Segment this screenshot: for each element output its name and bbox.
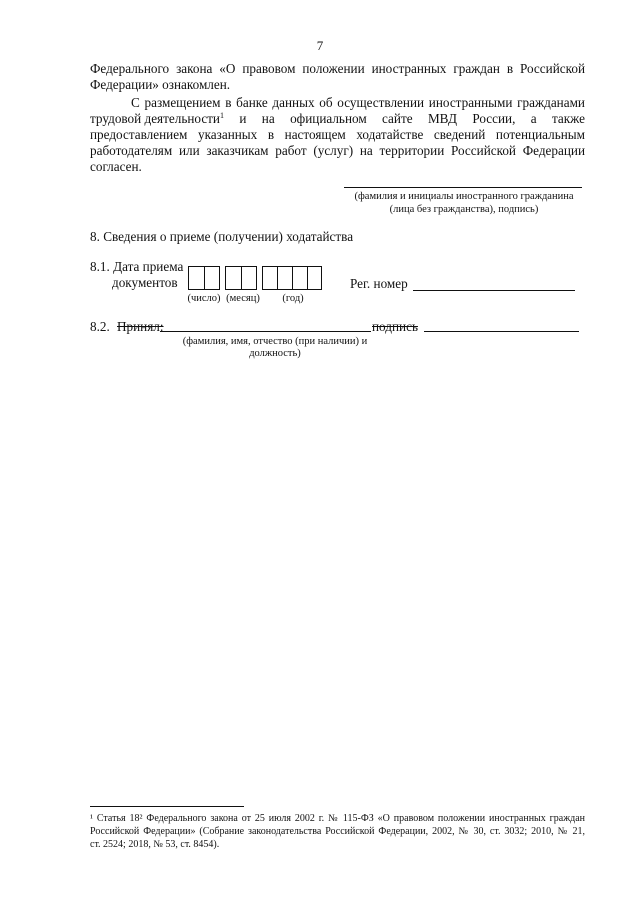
paragraph2-word-a: а <box>530 111 537 126</box>
footnote-line3: ст. 2524; 2018, № 53, ст. 8454). <box>90 839 220 850</box>
applicant-signature-caption-2: (лица без гражданства), подпись) <box>389 204 539 215</box>
page-number: 7 <box>316 38 324 53</box>
paragraph2-word-i: и <box>239 111 247 126</box>
footnote-line2: Российской Федерации» (Собрание законодательства Российской Федерации, 2002, № 30, ст. 3032; 2010, № 21, <box>90 826 585 837</box>
item81-label-2: документов <box>112 275 178 290</box>
paragraph2-line4: работодателям или заказчикам работ (услуг) на территории Российской Федерации <box>90 143 585 158</box>
paragraph2-word-takzhe: также <box>551 111 585 126</box>
date-day-caption: (число) <box>187 293 221 304</box>
paragraph2-line1: С размещением в банке данных об осуществлении иностранными гражданами <box>131 95 585 110</box>
date-day-boxes[interactable] <box>188 266 220 290</box>
applicant-signature-caption-1: (фамилия и инициалы иностранного гражданина <box>354 191 574 202</box>
paragraph2-line5: согласен. <box>90 159 142 174</box>
date-year-caption: (год) <box>282 293 304 304</box>
accepted-by-field[interactable] <box>160 331 371 332</box>
accepted-caption-1: (фамилия, имя, отчество (при наличии) и <box>182 336 368 347</box>
accepted-signature-field[interactable] <box>424 331 579 332</box>
footnote-separator <box>90 806 244 807</box>
date-month-caption: (месяц) <box>226 293 260 304</box>
paragraph1-line2: Федерации» ознакомлен. <box>90 77 231 92</box>
paragraph1-line1: Федерального закона «О правовом положении иностранных граждан в Российской <box>90 61 585 76</box>
paragraph2-word-saite: сайте <box>382 111 413 126</box>
paragraph2-line2-pre: трудовой деятельности <box>90 111 220 126</box>
item81-label-1: 8.1. Дата приема <box>90 259 184 274</box>
item82-label: Принял: <box>117 319 164 334</box>
section8-heading: 8. Сведения о приеме (получении) ходатайства <box>90 229 354 244</box>
paragraph2-line2 <box>90 111 585 127</box>
paragraph2-word-rossii: России, <box>472 111 516 126</box>
applicant-signature-line[interactable] <box>344 187 582 188</box>
date-month-boxes[interactable] <box>225 266 257 290</box>
item82-number: 8.2. <box>90 319 110 334</box>
footnote-line1: ¹ Статья 18² Федерального закона от 25 июля 2002 г. № 115-ФЗ «О правовом положении иностранных граждан <box>90 813 585 824</box>
paragraph2-word-oficialnom: официальном <box>290 111 367 126</box>
paragraph2-word-na: на <box>261 111 275 126</box>
paragraph2-word-mvd: МВД <box>427 111 457 126</box>
signature-label: подпись <box>372 319 418 334</box>
date-year-boxes[interactable] <box>262 266 322 290</box>
accepted-caption-2: должность) <box>249 348 301 359</box>
reg-number-label: Рег. номер <box>350 276 408 291</box>
reg-number-field[interactable] <box>413 290 575 291</box>
footnote-marker: 1 <box>220 111 224 120</box>
paragraph2-line3: предоставлением указанных в настоящем ходатайстве сведений потенциальным <box>90 127 585 142</box>
